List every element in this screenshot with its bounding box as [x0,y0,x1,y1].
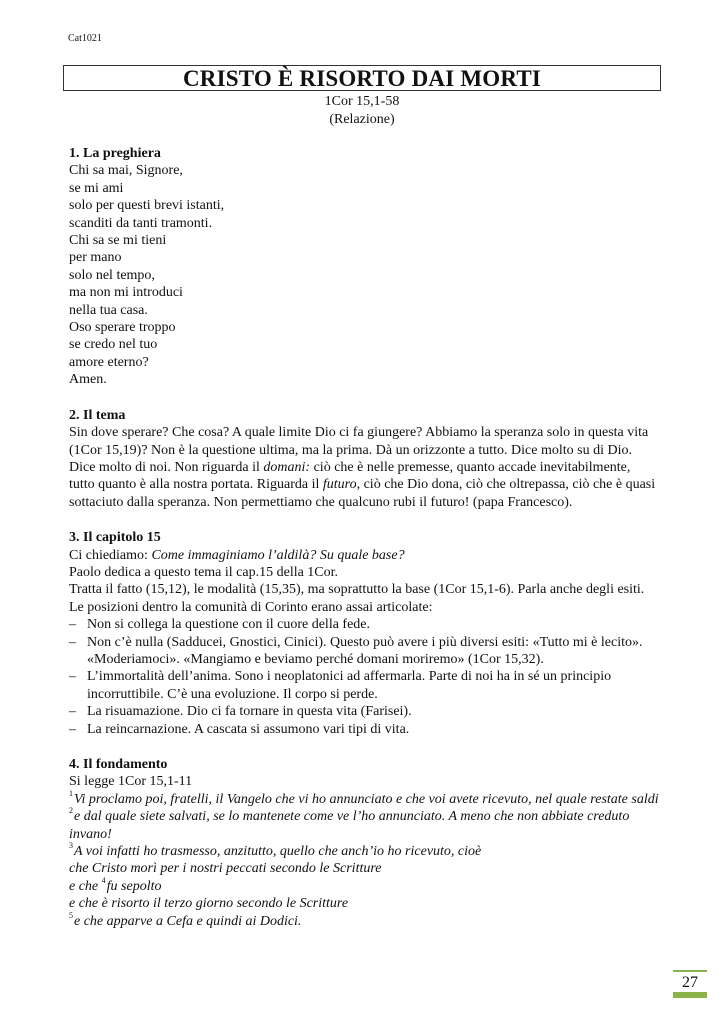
section-foundation [69,756,659,930]
question-line [69,547,659,564]
verse-number: 4 [101,875,106,885]
section-heading: 1. La preghiera [69,146,161,161]
verse-block [69,788,659,843]
subtitle-type: (Relazione) [329,112,395,127]
theme-paragraph [69,424,659,511]
section-heading: 3. Il capitolo 15 [69,530,161,546]
verse-text: e dal quale siete salvati, se lo mantenete come ve l’ho annunciato. A meno che non abbiate creduto invano! [69,809,630,842]
text-run-italic: domani: [263,459,311,475]
prayer-line: nella tua casa. [69,302,148,318]
verse-text: Vi proclamo poi, fratelli, il Vangelo che vi ho annunciato e che voi avete ricevuto, nel quale restate saldi [74,791,659,807]
positions-list [69,616,659,738]
page-number: 27 [673,970,707,998]
page-content [69,145,659,930]
subtitle [63,93,661,129]
verse-line [69,910,659,930]
prayer-line: solo nel tempo, [69,267,155,283]
verse-number: 3 [69,841,73,851]
text-run-italic: Come immaginiamo l’aldilà? Su quale base? [151,547,405,563]
prayer-line: Chi sa se mi tieni [69,233,167,249]
list-item: – La risuamazione. Dio ci fa tornare in questa vita (Farisei). [69,703,659,720]
verse-number: 5 [69,910,73,920]
text-run: ciò che è nelle premesse, quanto accade inevitabilmente, tutto quanto è alla nostra portata. Riguarda il [69,459,631,493]
verse-number: 1 [69,788,73,798]
text-run: Sin dove sperare? Che cosa? A quale limite Dio ci fa giungere? Abbiamo la speranza solo in questa vita (1Cor 15,19)? Non è la questione ultima, ma la prima. Dà un orizzonte a tutto. Dice molto su di Dio. Dice molto di noi. Non riguarda il [69,425,649,475]
title-box [63,65,661,91]
prayer-line: amore eterno? [69,354,149,370]
verse-number: 2 [69,806,73,816]
list-item: – La reincarnazione. A cascata si assumono vari tipi di vita. [69,721,659,738]
verse-text: A voi infatti ho trasmesso, anzitutto, quello che anch’io ho ricevuto, cioè [74,844,482,860]
prayer-line: se credo nel tuo [69,337,158,353]
prayer-line: solo per questi brevi istanti, [69,198,225,214]
verse-line: e che è risorto il terzo giorno secondo le Scritture [69,896,349,912]
prayer-line: Oso sperare troppo [69,320,176,336]
section-chapter [69,529,659,738]
chapter-paragraph: Paolo dedica a questo tema il cap.15 della 1Cor. [69,564,339,580]
subtitle-reference: 1Cor 15,1-58 [324,94,400,109]
prayer-line: per mano [69,250,122,266]
reading-reference: Si legge 1Cor 15,1-11 [69,774,193,790]
verse-text: e che apparve a Cefa e quindi ai Dodici. [74,913,302,929]
verse-text: fu sepolto [106,878,162,894]
verse-block [69,843,659,860]
verse-line [69,875,659,895]
prayer-line: Chi sa mai, Signore, [69,163,183,179]
chapter-paragraph: Tratta il fatto (15,12), le modalità (15,35), ma soprattutto la base (1Cor 15,1-6). Parla anche degli esiti. [69,582,645,598]
section-prayer [69,145,659,389]
prayer-line: scanditi da tanti tramonti. [69,215,213,231]
list-item: – Non si collega la questione con il cuore della fede. [69,616,659,633]
page-title: CRISTO È RISORTO DAI MORTI [182,66,542,91]
text-run: Ci chiediamo: [69,547,152,563]
prayer-line: Amen. [69,372,107,388]
prayer-line: ma non mi introduci [69,285,183,301]
chapter-paragraph: Le posizioni dentro la comunità di Corinto erano assai articolate: [69,599,433,615]
text-run-italic: futuro [322,477,357,493]
section-heading: 2. Il tema [69,407,126,423]
verse-text: e che [69,878,102,894]
list-item: – Non c’è nulla (Sadducei, Gnostici, Cinici). Questo può avere i più diversi esiti: «Tutto mi è lecito». «Moderiamoci». «Mangiamo e beviamo perché domani moriremo» (1Cor 15,32). [69,634,659,669]
verse-line: che Cristo morì per i nostri peccati secondo le Scritture [69,861,382,877]
section-heading: 4. Il fondamento [69,757,168,772]
prayer-line: se mi ami [69,180,124,196]
section-theme [69,407,659,511]
document-code: Cat1021 [68,33,102,44]
list-item: – L’immortalità dell’anima. Sono i neoplatonici ad affermarla. Parte di noi ha in sé un principio incorruttibile. C’è una evoluzione. Il corpo si perde. [69,668,659,703]
text-run: , ciò che Dio dona, ciò che oltrepassa, ciò che è quasi sottaciuto dalla speranza. Non permettiamo che qualcuno rubi il futuro! (papa Francesco). [69,477,656,510]
